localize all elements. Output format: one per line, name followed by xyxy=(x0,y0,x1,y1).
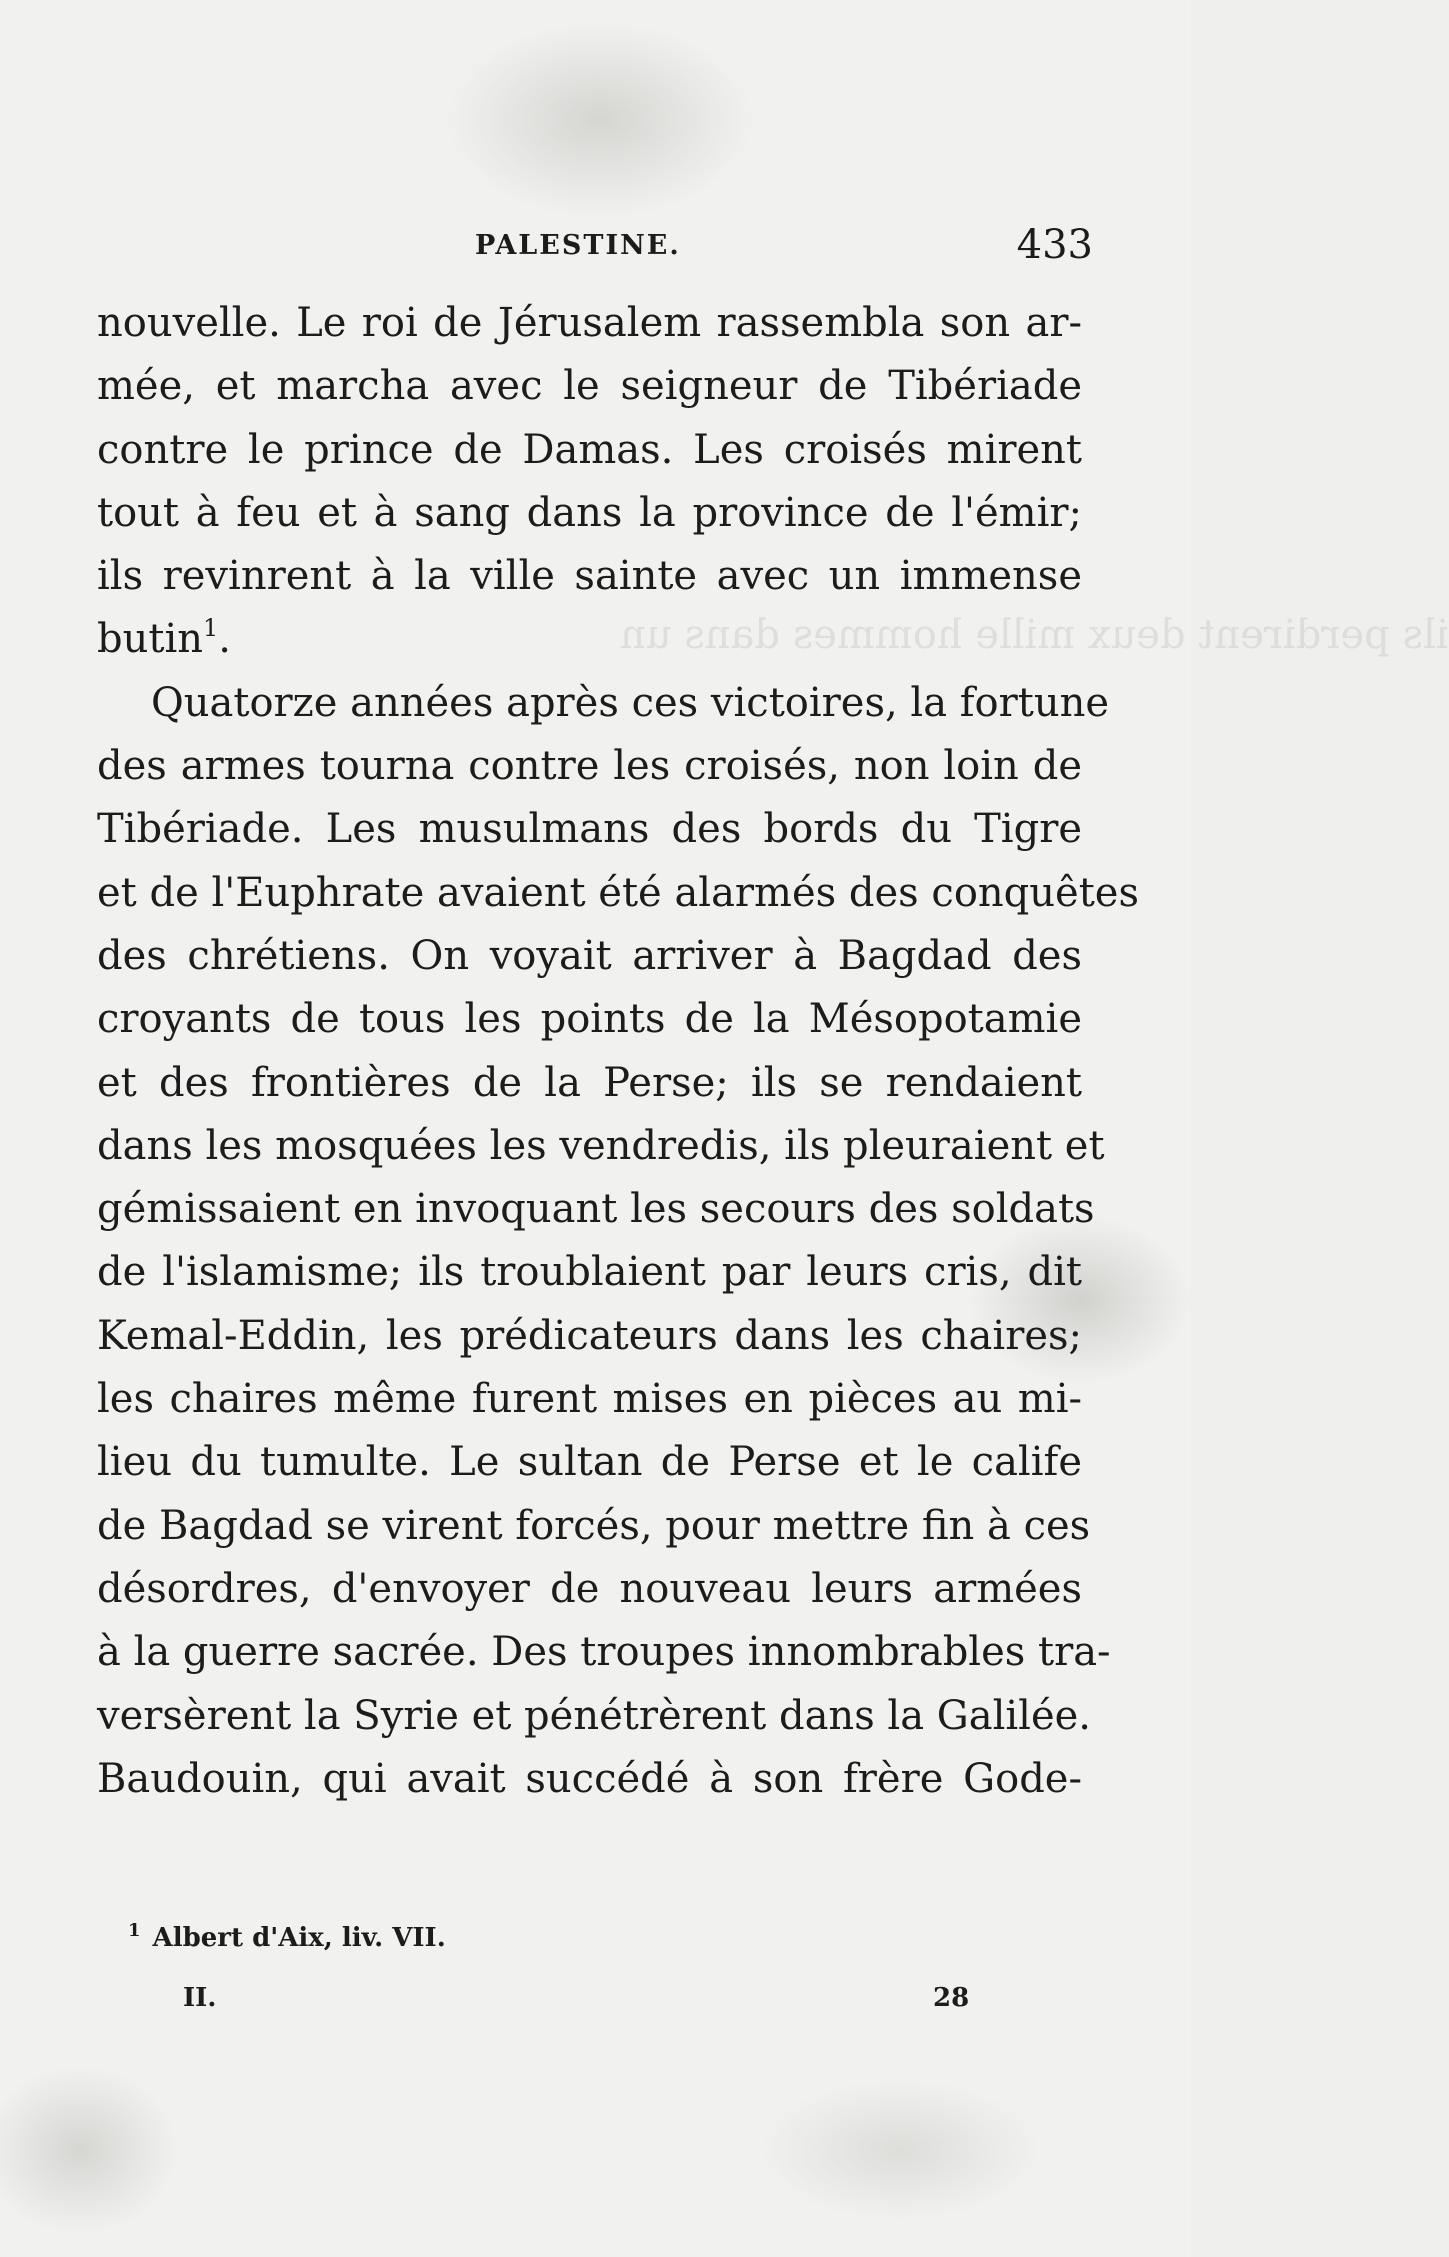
text-line: des armes tourna contre les croisés, non loin de xyxy=(97,743,1082,790)
text-line: à la guerre sacrée. Des troupes innombrables tra- xyxy=(97,1629,1111,1676)
text-line: mée, et marcha avec le seigneur de Tibériade xyxy=(97,363,1082,410)
running-head xyxy=(0,222,1191,272)
text-line: de l'islamisme; ils troublaient par leurs cris, dit xyxy=(97,1249,1082,1296)
show-through-text: ils perdirent deux mille hommes dans un xyxy=(620,612,1449,658)
text-line: contre le prince de Damas. Les croisés mirent xyxy=(97,426,1082,473)
text-line: Kemal-Eddin, les prédicateurs dans les chaires; xyxy=(97,1312,1082,1359)
text-line: croyants de tous les points de la Mésopotamie xyxy=(97,996,1082,1043)
footnote-text: Albert d'Aix, liv. VII. xyxy=(152,1923,446,1953)
page-number: 433 xyxy=(1016,222,1093,268)
text-line: ils revinrent à la ville sainte avec un immense xyxy=(97,553,1082,600)
text-line: Baudouin, qui avait succédé à son frère Gode- xyxy=(97,1755,1082,1802)
text-line-content: butin xyxy=(97,616,203,663)
text-line: butin$^1$. xyxy=(97,614,231,663)
paragraph-first-line: Quatorze années après ces victoires, la fortune xyxy=(151,679,1110,726)
text-line: des chrétiens. On voyait arriver à Bagdad des xyxy=(97,932,1082,979)
footnote xyxy=(128,1920,446,1953)
text-line: dans les mosquées les vendredis, ils pleuraient et xyxy=(97,1122,1105,1169)
text-line: tout à feu et à sang dans la province de l'émir; xyxy=(97,489,1082,536)
text-line: lieu du tumulte. Le sultan de Perse et le calife xyxy=(97,1439,1082,1486)
sheet-number: 28 xyxy=(933,1983,970,2013)
text-line: et de l'Euphrate avaient été alarmés des conquêtes xyxy=(97,869,1139,916)
body-text xyxy=(97,292,1139,1811)
footnote-marker: 1 xyxy=(128,1920,141,1941)
text-line: nouvelle. Le roi de Jérusalem rassembla son ar- xyxy=(97,300,1082,346)
footnote-reference: 1 xyxy=(203,614,219,643)
text-line: gémissaient en invoquant les secours des soldats xyxy=(97,1186,1095,1233)
text-line: versèrent la Syrie et pénétrèrent dans la Galilée. xyxy=(97,1692,1092,1739)
text-line: et des frontières de la Perse; ils se rendaient xyxy=(97,1059,1082,1106)
running-title: PALESTINE. xyxy=(475,230,681,261)
text-line: de Bagdad se virent forcés, pour mettre fin à ces xyxy=(97,1502,1091,1549)
text-line: Tibériade. Les musulmans des bords du Tigre xyxy=(97,806,1082,853)
signature-mark: II. xyxy=(183,1983,217,2013)
text-line: désordres, d'envoyer de nouveau leurs armées xyxy=(97,1565,1082,1612)
text-line: les chaires même furent mises en pièces au mi- xyxy=(97,1376,1082,1423)
